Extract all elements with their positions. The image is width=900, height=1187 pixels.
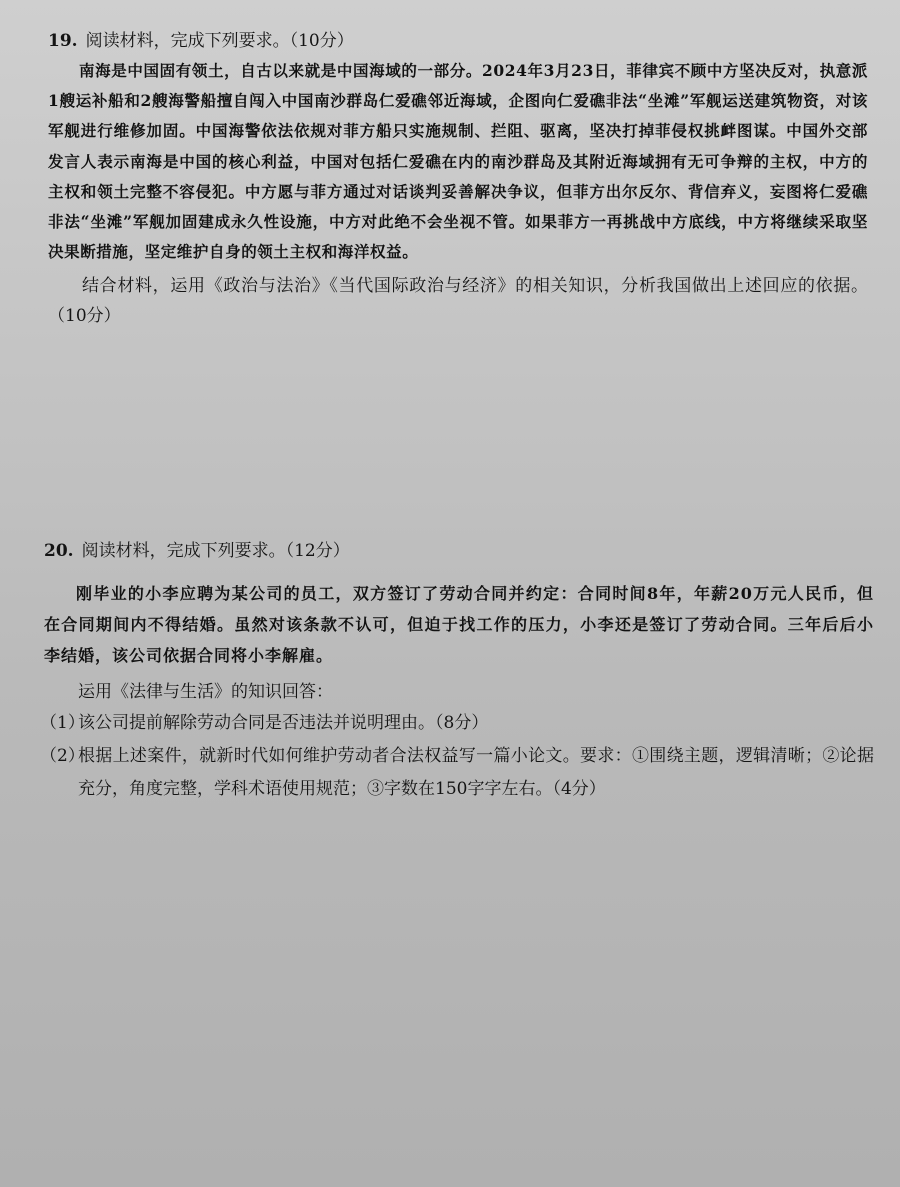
sub-question-2: [40, 740, 874, 806]
question-header: [48, 26, 868, 56]
question-task: 结合材料，运用《政治与法治》《当代国际政治与经济》的相关知识，分析我国做出上述回应的依据。（10分）: [48, 276, 868, 327]
sub-question-1: [40, 707, 874, 740]
sub-question-text: 该公司提前解除劳动合同是否违法并说明理由。（8分）: [78, 713, 489, 733]
sub-question-text: 根据上述案件，就新时代如何维护劳动者合法权益写一篇小论文。要求：①围绕主题，逻辑清晰；②论据充分，角度完整，学科术语使用规范；③字数在150字字左右。（4分）: [78, 746, 874, 799]
question-header: [44, 536, 874, 566]
question-20: [40, 536, 874, 806]
sub-question-number: （2）: [40, 746, 85, 766]
reading-material: 南海是中国固有领土，自古以来就是中国海域的一部分。2024年3月23日，菲律宾不顾中方坚决反对，执意派1艘运补船和2艘海警船擅自闯入中国南沙群岛仁爱礁邻近海域，企图向仁爱礁非法“坐滩”军舰运送建筑物资，对该军舰进行维修加固。中国海警依法依规对菲方船只实施规制、拦阻、驱离，坚决打掉菲侵权挑衅图谋。中国外交部发言人表示南海是中国的核心利益，中国对包括仁爱礁在内的南沙群岛及其附近海域拥有无可争辩的主权，中方的主权和领土完整不容侵犯。中方愿与菲方通过对话谈判妥善解决争议，但菲方出尔反尔、背信弃义，妄图将仁爱礁非法“坐滩”军舰加固建成永久性设施，中方对此绝不会坐视不管。如果菲方一再挑战中方底线，中方将继续采取坚决果断措施，坚定维护自身的领土主权和海洋权益。: [48, 61, 868, 262]
question-instruction: 阅读材料，完成下列要求。（10分）: [85, 31, 354, 51]
question-19: [48, 26, 868, 331]
question-instruction: 阅读材料，完成下列要求。（12分）: [81, 541, 350, 561]
question-task: 运用《法律与生活》的知识回答：: [78, 682, 333, 702]
sub-question-number: （1）: [40, 713, 85, 733]
reading-material: 刚毕业的小李应聘为某公司的员工，双方签订了劳动合同并约定：合同时间8年，年薪20万元人民币，但在合同期间内不得结婚。虽然对该条款不认可，但迫于找工作的压力，小李还是签订了劳动合同。三年后后小李结婚，该公司依据合同将小李解雇。: [44, 584, 874, 665]
question-number: 20.: [44, 541, 74, 561]
question-number: 19.: [48, 31, 78, 51]
